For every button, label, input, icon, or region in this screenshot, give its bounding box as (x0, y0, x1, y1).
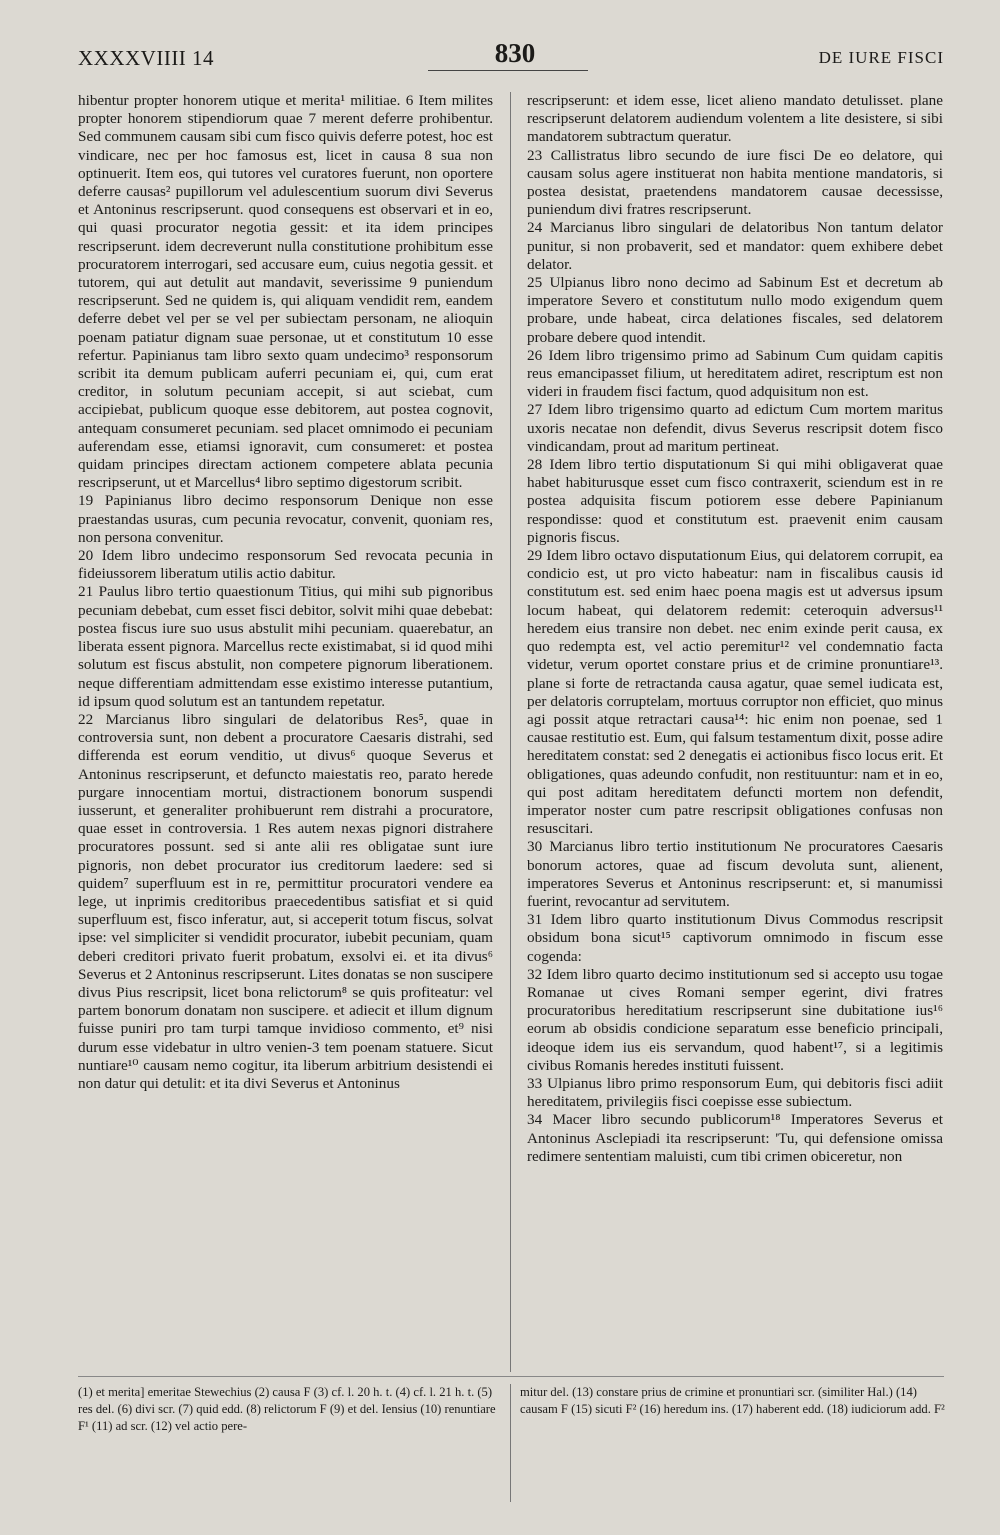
left-column (78, 92, 493, 1370)
paragraph: 27 Idem libro trigensimo quarto ad edictum Cum mortem maritus uxoris necatae non defendit, divus Severus rescripsit dotem fisco vindicandam, prout ad maritum pertineat. (527, 401, 943, 455)
paragraph: 30 Marcianus libro tertio institutionum Ne procuratores Caesaris bonorum actores, quae ad fiscum devoluta sunt, alienent, imperatores Severus et Antoninus rescripserunt: et, si manumissi fuerint, revocantur ad servitutem. (527, 838, 943, 910)
paragraph: 31 Idem libro quarto institutionum Divus Commodus rescripsit obsidum bona sicut¹⁵ captivorum omnimodo in fiscum esse cogenda: (527, 911, 943, 965)
page-number: 830 (494, 38, 536, 68)
paragraph: 29 Idem libro octavo disputationum Eius, qui delatorem corrupit, ea condicio est, ut pro victo habeatur: nam in fiscalibus causis id constitutum est. sed enim haec poena magis est ut adversus ipsum locum habeat, qui delatorem redemit: ceteroquin adversus¹¹ heredem eius transire non debet. nec enim exinde perit causa, ex quo redempta est, vel actio peremitur¹² vel condemnatio facta videtur, verum oportet constare prius et de crimine pronuntiare¹³. plane si forte de retractanda causa agatur, quae semel iudicata est, per delatoris corruptelam, mortuus corruptor non efficiet, quo minus agi possit atque retractari causa¹⁴: hic enim non poenae, sed 1 causae restitutio est. Eum, qui falsum testamentum dixit, posse adire hereditatem constat: sed 2 denegatis ei actionibus fisco locus erit. Et obligationes, quas adeundo confudit, non restituuntur: nam et in eo, qui post aditam hereditatem defuncti mortem non defendit, imperator noster cum patre rescripsit obligationes confusas non resuscitari. (527, 547, 943, 838)
header-rule (428, 70, 588, 71)
paragraph: 25 Ulpianus libro nono decimo ad Sabinum Est et decretum ab imperatore Severo et constitutum nullo modo exigendum quem probare, unde habeat, circa delationes fiscales, sed delatorem probare debere quod intendit. (527, 274, 943, 346)
paragraph: 33 Ulpianus libro primo responsorum Eum, qui debitoris fisci adiit hereditatem, privilegiis fisci coepisse esse subiectum. (527, 1074, 943, 1111)
running-head-title: DE IURE FISCI (818, 48, 944, 67)
footnote-column-divider (510, 1384, 511, 1502)
column-divider (510, 92, 511, 1372)
paragraph: 22 Marcianus libro singulari de delatoribus Res⁵, quae in controversia sunt, non debent a procuratore Caesaris distrahi, sed differenda est eorum venditio, ut divus⁶ quoque Severus et Antoninus rescripserunt, et defuncto maiestatis reo, parato herede purgare innocentiam mortui, distractionem bonorum suspendi iusserunt, et generaliter prohibuerunt rem distrahi a procuratore, quae esset in controversia. 1 Res autem nexas pignori distrahere procuratores possunt. sed si ante alii res obligatae sunt iure pignoris, non debet procurator ius creditorum laedere: sed si quidem⁷ superfluum est in re, permittitur procuratori vendere ea lege, ut inprimis creditoribus praecedentibus satisfiat et si quid superfluum est, fisco inferatur, aut, si acceperit totum fiscus, solvat ipse: vel simpliciter si vendidit procurator, iubebit pecuniam, quam deberi creditori privato fuerit probatum, exsolvi ei. et ita divus⁶ Severus et 2 Antoninus rescripserunt. Lites donatas se non suscipere divus Pius rescripsit, licet bona relictorum⁸ se quis profiteatur: vel partem bonorum donatam non suscipere. et adiecit et illum dignum fuisse puniri pro tam turpi tamque invidioso commento, et⁹ nisi durum esse videbatur in ultro venien-3 tem poenam statuere. Sicut nuntiare¹⁰ causam nemo cogitur, ita liberum arbitrium desistendi ei non datur qui detulit: et ita divi Severus et Antoninus (78, 710, 493, 1092)
paragraph: hibentur propter honorem utique et merita¹ militiae. 6 Item milites propter honorem stipendiorum quae 7 merent deferre prohibentur. Sed communem causam sibi cum fisco quivis deferre potest, hoc est vindicare, nec per hoc famosus est, licet in causa 8 sua non optinuerit. Item eos, qui tutores vel curatores fuerunt, non oportere deferre causas² pupillorum vel adulescentium suorum divi Severus et Antoninus rescripserunt. quod consequens est observari et in eo, qui quasi procurator negotia gessit: et ita idem principes rescripserunt. idem decreverunt nulla constitutione prohibitum esse procuratorem interrogari, sed accusare eum, cuius negotia gessit. et tutorem, qui aut detulit aut mandavit, severissime 9 puniendum rescripserunt. Sed ne quidem is, qui aliquam vendidit rem, eandem deferre debet vel per se vel per subiectam personam, ne alioquin poenam patiatur dignam suae personae, ut et constitutum 10 esse refertur. Papinianus tam libro sexto quam undecimo³ responsorum scribit ita demum publicam auferri pecuniam ei, qui, cum erat creditor, in solutum pecuniam accepit, si aut sciebat, cum accipiebat, publicum quoque esse debitorem, aut postea cognovit, antequam consumeret pecuniam. sed placet omnimodo ei pecuniam auferendam esse, etiamsi ignoravit, cum consumeret: et postea quidam principes directam actionem competere ablata pecunia rescripserunt, ut et Marcellus⁴ libro septimo digestorum scribit. (78, 92, 493, 492)
paragraph: 26 Idem libro trigensimo primo ad Sabinum Cum quidam capitis reus emancipasset filium, ut hereditatem adiret, rescriptum est non videri in fraudem fisci factum, quod adquisitum non est. (527, 346, 943, 401)
footnotes-right (520, 1384, 946, 1502)
paragraph: 21 Paulus libro tertio quaestionum Titius, qui mihi sub pignoribus pecuniam debebat, cum esset fisci debitor, solvit mihi quae debebat: postea fiscus iure suo usus abstulit mihi pecuniam. quaerebatur, an liberata essent pignora. Marcellus recte existimabat, si id quod mihi solutum est fiscus abstulit, non competere pignorum liberationem. neque differentiam admittendam esse existimo interesse putantium, id ipsum quod solutum est an tantundem repetatur. (78, 583, 493, 710)
right-column (527, 92, 943, 1370)
paragraph: 23 Callistratus libro secundo de iure fisci De eo delatore, qui causam solus agere instituerat non habita mentione mandatoris, si postea desistat, praetendens mandatorem causae decessisse, puniendum divi fratres rescripserunt. (527, 146, 943, 219)
paragraph: 28 Idem libro tertio disputationum Si qui mihi obligaverat quae habet habiturusque esset cum fisco contraxerit, sciendum est in re postea adquisita fiscum potiorem esse debere Papinianum respondisse: quod et constitutum est. praevenit enim causam pignoris fiscus. (527, 456, 943, 546)
paragraph: 19 Papinianus libro decimo responsorum Denique non esse praestandas usuras, cum pecunia revocatur, convenit, quoniam res, non persona convenitur. (78, 492, 493, 546)
paragraph: 20 Idem libro undecimo responsorum Sed revocata pecunia in fideiussorem liberatum utilis actio dabitur. (78, 547, 493, 583)
running-head-book: XXXXVIIII 14 (78, 46, 215, 70)
footnote-rule (78, 1376, 944, 1377)
paragraph: 24 Marcianus libro singulari de delatoribus Non tantum delator punitur, si non probaverit, sed et mandator: quem exhibere debet delator. (527, 219, 943, 273)
paragraph: 32 Idem libro quarto decimo institutionum sed si accepto usu togae Romanae ut cives Romani semper egerint, divi fratres procuratoribus hereditatium rescripserunt sine dubitatione ius¹⁶ eorum ab obsidis condicione separatum esse beneficio principali, ideoque idem ius eis servandum, quod habent¹⁷, si a legitimis civibus Romanis heredes instituti fuissent. (527, 965, 943, 1074)
footnotes-left (78, 1384, 498, 1502)
paragraph: rescripserunt: et idem esse, licet alieno mandato detulisset. plane rescripserunt delatorem audiendum volentem a lite desistere, si sibi mandatorem subtractum queratur. (527, 92, 943, 146)
footnote-text: mitur del. (13) constare prius de crimine et pronuntiari scr. (similiter Hal.) (14) causam F (15) sicuti F² (16) heredum ins. (17) haberent edd. (18) iudiciorum add. F² (520, 1385, 945, 1417)
paragraph: 34 Macer libro secundo publicorum¹⁸ Imperatores Severus et Antoninus Asclepiadi ita rescripserunt: 'Tu, qui defensione omissa redimere sententiam maluisti, cum tibi crimen obiceretur, non (527, 1111, 943, 1165)
footnote-text: (1) et merita] emeritae Stewechius (2) causa F (3) cf. l. 20 h. t. (4) cf. l. 21 h. t. (5) res del. (6) divi scr. (7) quid edd. (8) relictorum F (9) et del. Iensius (10) renuntiare F¹ (11) ad scr. (12) vel actio pere- (78, 1385, 496, 1434)
